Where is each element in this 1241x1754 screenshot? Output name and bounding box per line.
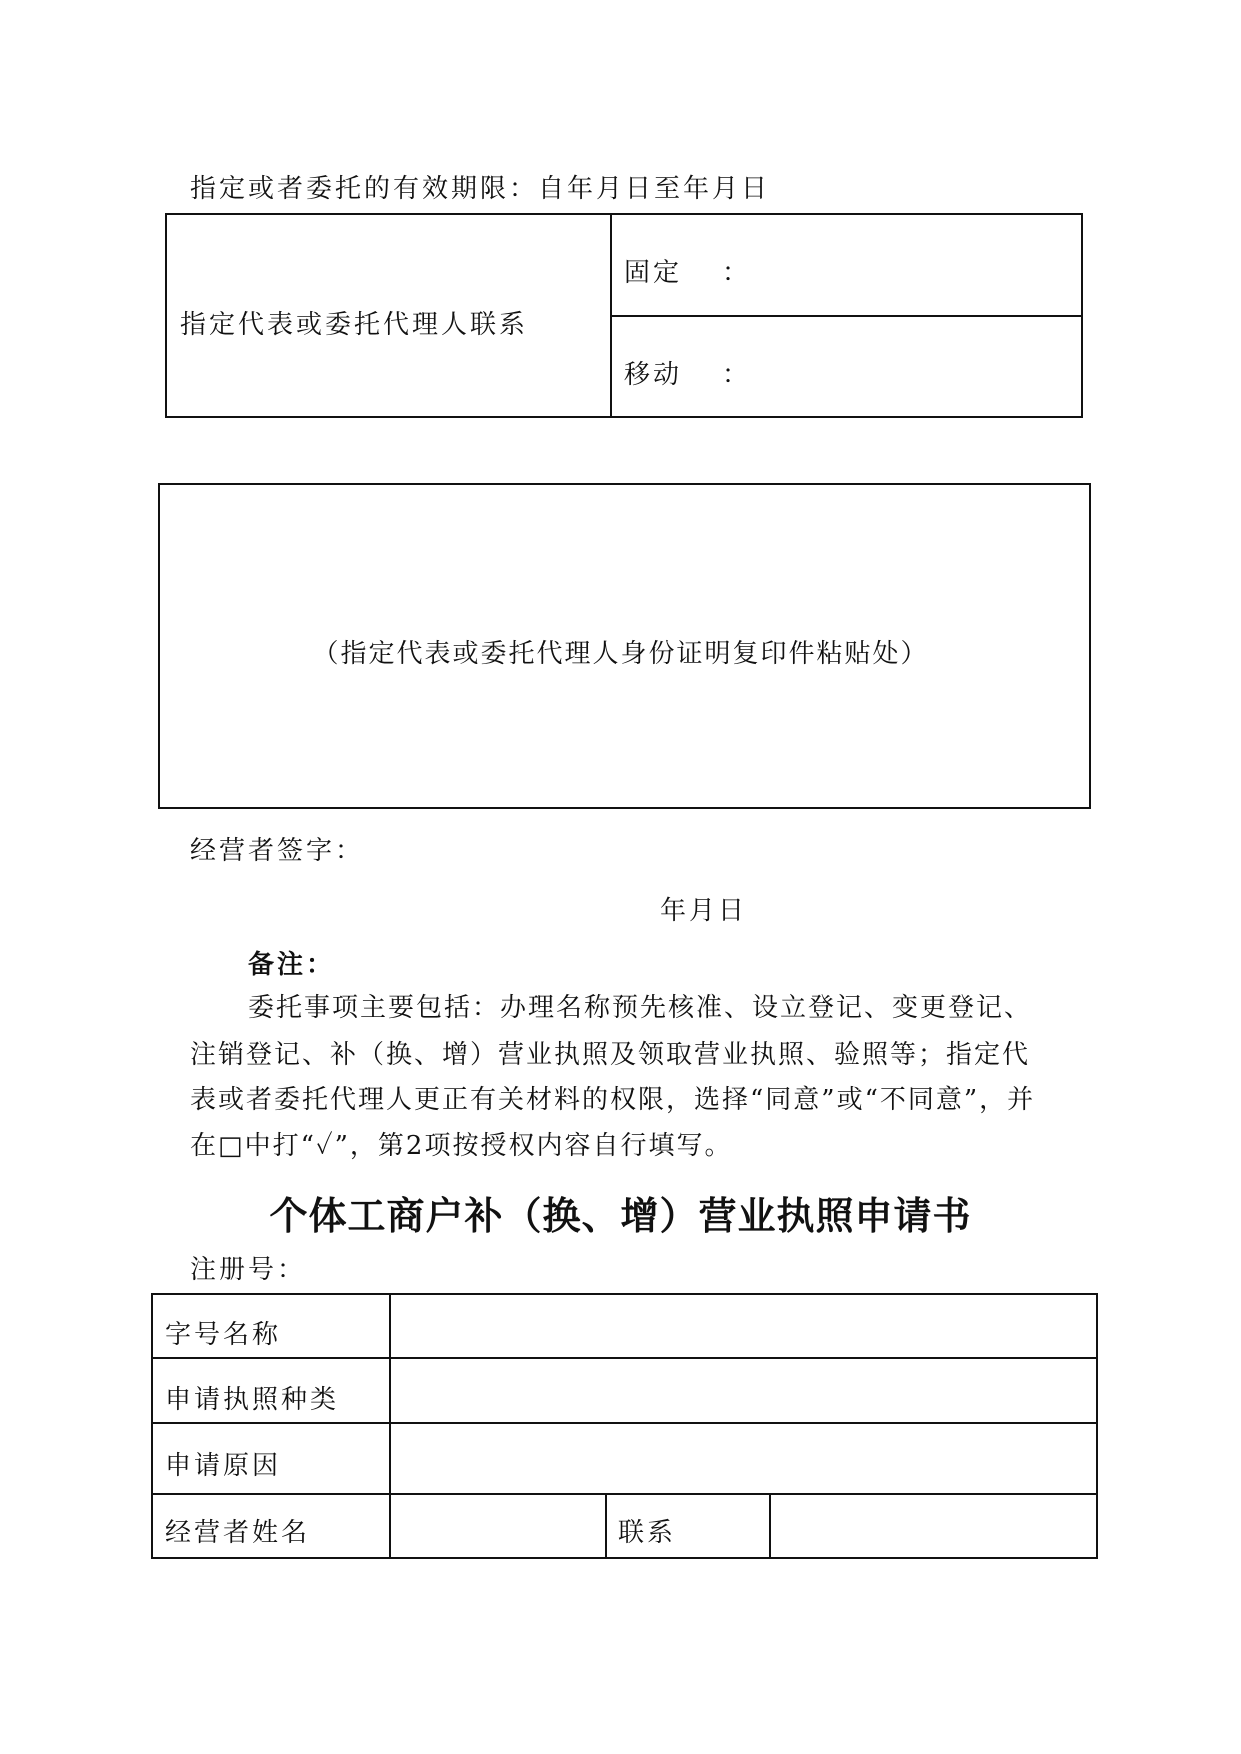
remarks-heading: 备注：: [248, 950, 336, 980]
business-name-label: 字号名称: [165, 1320, 282, 1350]
application-table-col-divider-2: [605, 1493, 607, 1559]
contact-label: 指定代表或委托代理人联系: [180, 310, 529, 340]
license-type-label: 申请执照种类: [165, 1385, 340, 1415]
operator-name-field[interactable]: [392, 1496, 604, 1557]
application-reason-field[interactable]: [392, 1425, 1095, 1492]
mobile-phone-label[interactable]: 移动: [624, 360, 683, 390]
contact-phone-field[interactable]: [772, 1496, 1095, 1557]
operator-signature-label: 经营者签字：: [190, 836, 365, 866]
validity-period: 指定或者委托的有效期限：自年月日至年月日: [190, 174, 771, 204]
application-table-col-divider: [389, 1293, 391, 1559]
remarks-line-4: 在□中打“✓”，第2项按授权内容自行填写。: [190, 1131, 733, 1161]
business-name-field[interactable]: [392, 1296, 1095, 1356]
remarks-line-3: 表或者委托代理人更正有关材料的权限，选择“同意”或“不同意”，并: [190, 1085, 1036, 1115]
license-type-field[interactable]: [392, 1360, 1095, 1421]
id-copy-paste-label: （指定代表或委托代理人身份证明复印件粘贴处）: [312, 639, 929, 669]
operator-name-label: 经营者姓名: [165, 1518, 311, 1548]
application-table-row-divider-3: [151, 1493, 1098, 1495]
fixed-phone-colon: ：: [722, 258, 752, 288]
signature-date: 年月日: [660, 896, 748, 926]
registration-number-label: 注册号：: [190, 1255, 307, 1285]
application-table-row-divider-1: [151, 1357, 1098, 1359]
fixed-phone-label[interactable]: 固定: [624, 258, 683, 288]
application-reason-label: 申请原因: [165, 1451, 282, 1481]
application-table-col-divider-3: [769, 1493, 771, 1559]
mobile-phone-colon: ：: [722, 360, 752, 390]
form-title: 个体工商户补（换、增）营业执照申请书: [269, 1193, 972, 1238]
remarks-line-2: 注销登记、补（换、增）营业执照及领取营业执照、验照等；指定代: [190, 1040, 1031, 1070]
contact-table-row-divider: [610, 315, 1083, 317]
application-table-row-divider-2: [151, 1422, 1098, 1424]
contact-phone-label: 联系: [618, 1518, 677, 1548]
remarks-line-1: 委托事项主要包括：办理名称预先核准、设立登记、变更登记、: [248, 993, 1033, 1023]
